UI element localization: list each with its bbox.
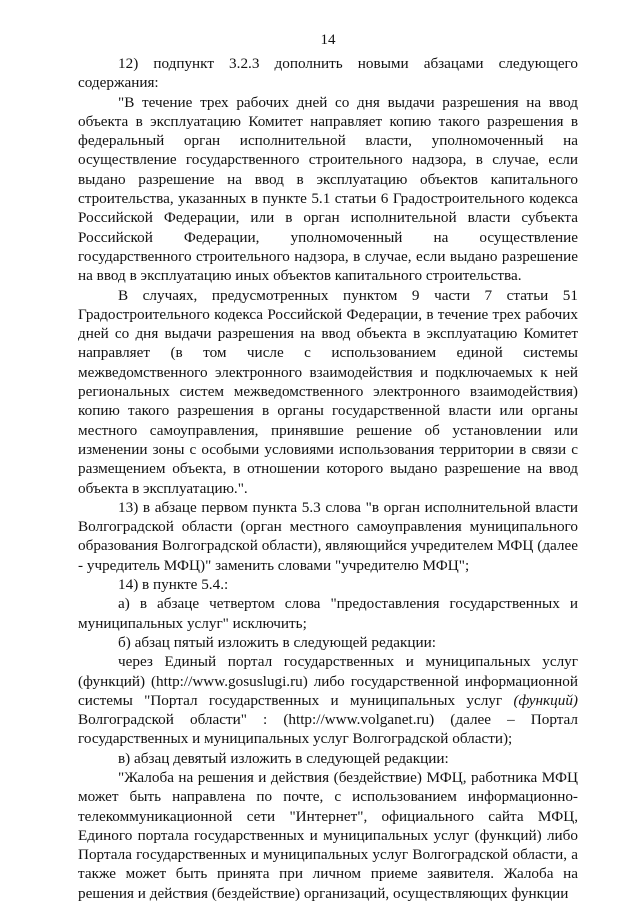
paragraph-cases: В случаях, предусмотренных пунктом 9 части 7 статьи 51 Градостроительного кодекса Российской Федерации, в течение трех рабочих дней со дня выдачи разрешения на ввод объекта в эксплуатацию Комитет направляет (в том числе с использованием единой системы межведомственного электронного взаимодействия и подключаемых к ней региональных систем межведомственного электронного взаимодействия) копию такого разрешения в органы государственной власти или органы местного самоуправления, принявшие решение об установлении или изменении зоны с особыми условиями использования территории в связи с размещением объекта, в отношении которого выдано разрешение на ввод объекта в эксплуатацию.". (78, 286, 578, 497)
paragraph-item-14a: а) в абзаце четвертом слова "предоставления государственных и муниципальных услуг" исключить; (78, 595, 578, 632)
paragraph-complaint: "Жалоба на решения и действия (бездействие) МФЦ, работника МФЦ может быть направлена по почте, с использованием информационно-телекоммуникационной сети "Интернет", официального сайта МФЦ, Единого портала государственных и муниципальных услуг (функций) либо Портала государственных и муниципальных услуг Волгоградской области, а также может быть принята при личном приеме заявителя. Жалоба на решения и действия (бездействие) организаций, осуществляющих функции (78, 768, 578, 902)
document-body (78, 54, 578, 903)
paragraph-item-14b: б) абзац пятый изложить в следующей редакции: (118, 633, 436, 651)
paragraph-item-12: 12) подпункт 3.2.3 дополнить новыми абзацами следующего содержания: (78, 55, 578, 92)
paragraph-item-14: 14) в пункте 5.4.: (118, 576, 229, 594)
page-number: 14 (320, 32, 336, 48)
functions-italic: (функций) (513, 691, 578, 709)
volganet-text: Волгоградской области" : (http://www.volganet.ru) (далее – Портал государственных и муниципальных услуг Волгоградской области); (78, 711, 578, 748)
paragraph-quote-start: "В течение трех рабочих дней со дня выдачи разрешения на ввод объекта в эксплуатацию Комитет направляет копию такого разрешения в федеральный орган исполнительной власти, уполномоченный на осуществление государственного строительного надзора, в случае, если выдано разрешение на ввод в эксплуатацию объектов капитального строительства, указанных в пункте 5.1 статьи 6 Градостроительного кодекса Российской Федерации, или в орган исполнительной власти субъекта Российской Федерации, уполномоченный на осуществление государственного строительного надзора, в случае, если выдано разрешение на ввод в эксплуатацию иных объектов капитального строительства. (78, 93, 578, 285)
paragraph-item-13: 13) в абзаце первом пункта 5.3 слова "в орган исполнительной власти Волгоградской области (орган местного самоуправления муниципального образования Волгоградской области), являющийся учредителем МФЦ (далее - учредитель МФЦ)" заменить словами "учредителю МФЦ"; (78, 498, 578, 574)
paragraph-gosuslugi (78, 652, 578, 748)
gosuslugi-text: через Единый портал государственных и муниципальных услуг (функций) (http://www.gosuslugi.ru) либо государственной информационной системы "Портал государственных и муниципальных услуг (78, 653, 578, 709)
paragraph-item-14v: в) абзац девятый изложить в следующей редакции: (118, 749, 449, 767)
